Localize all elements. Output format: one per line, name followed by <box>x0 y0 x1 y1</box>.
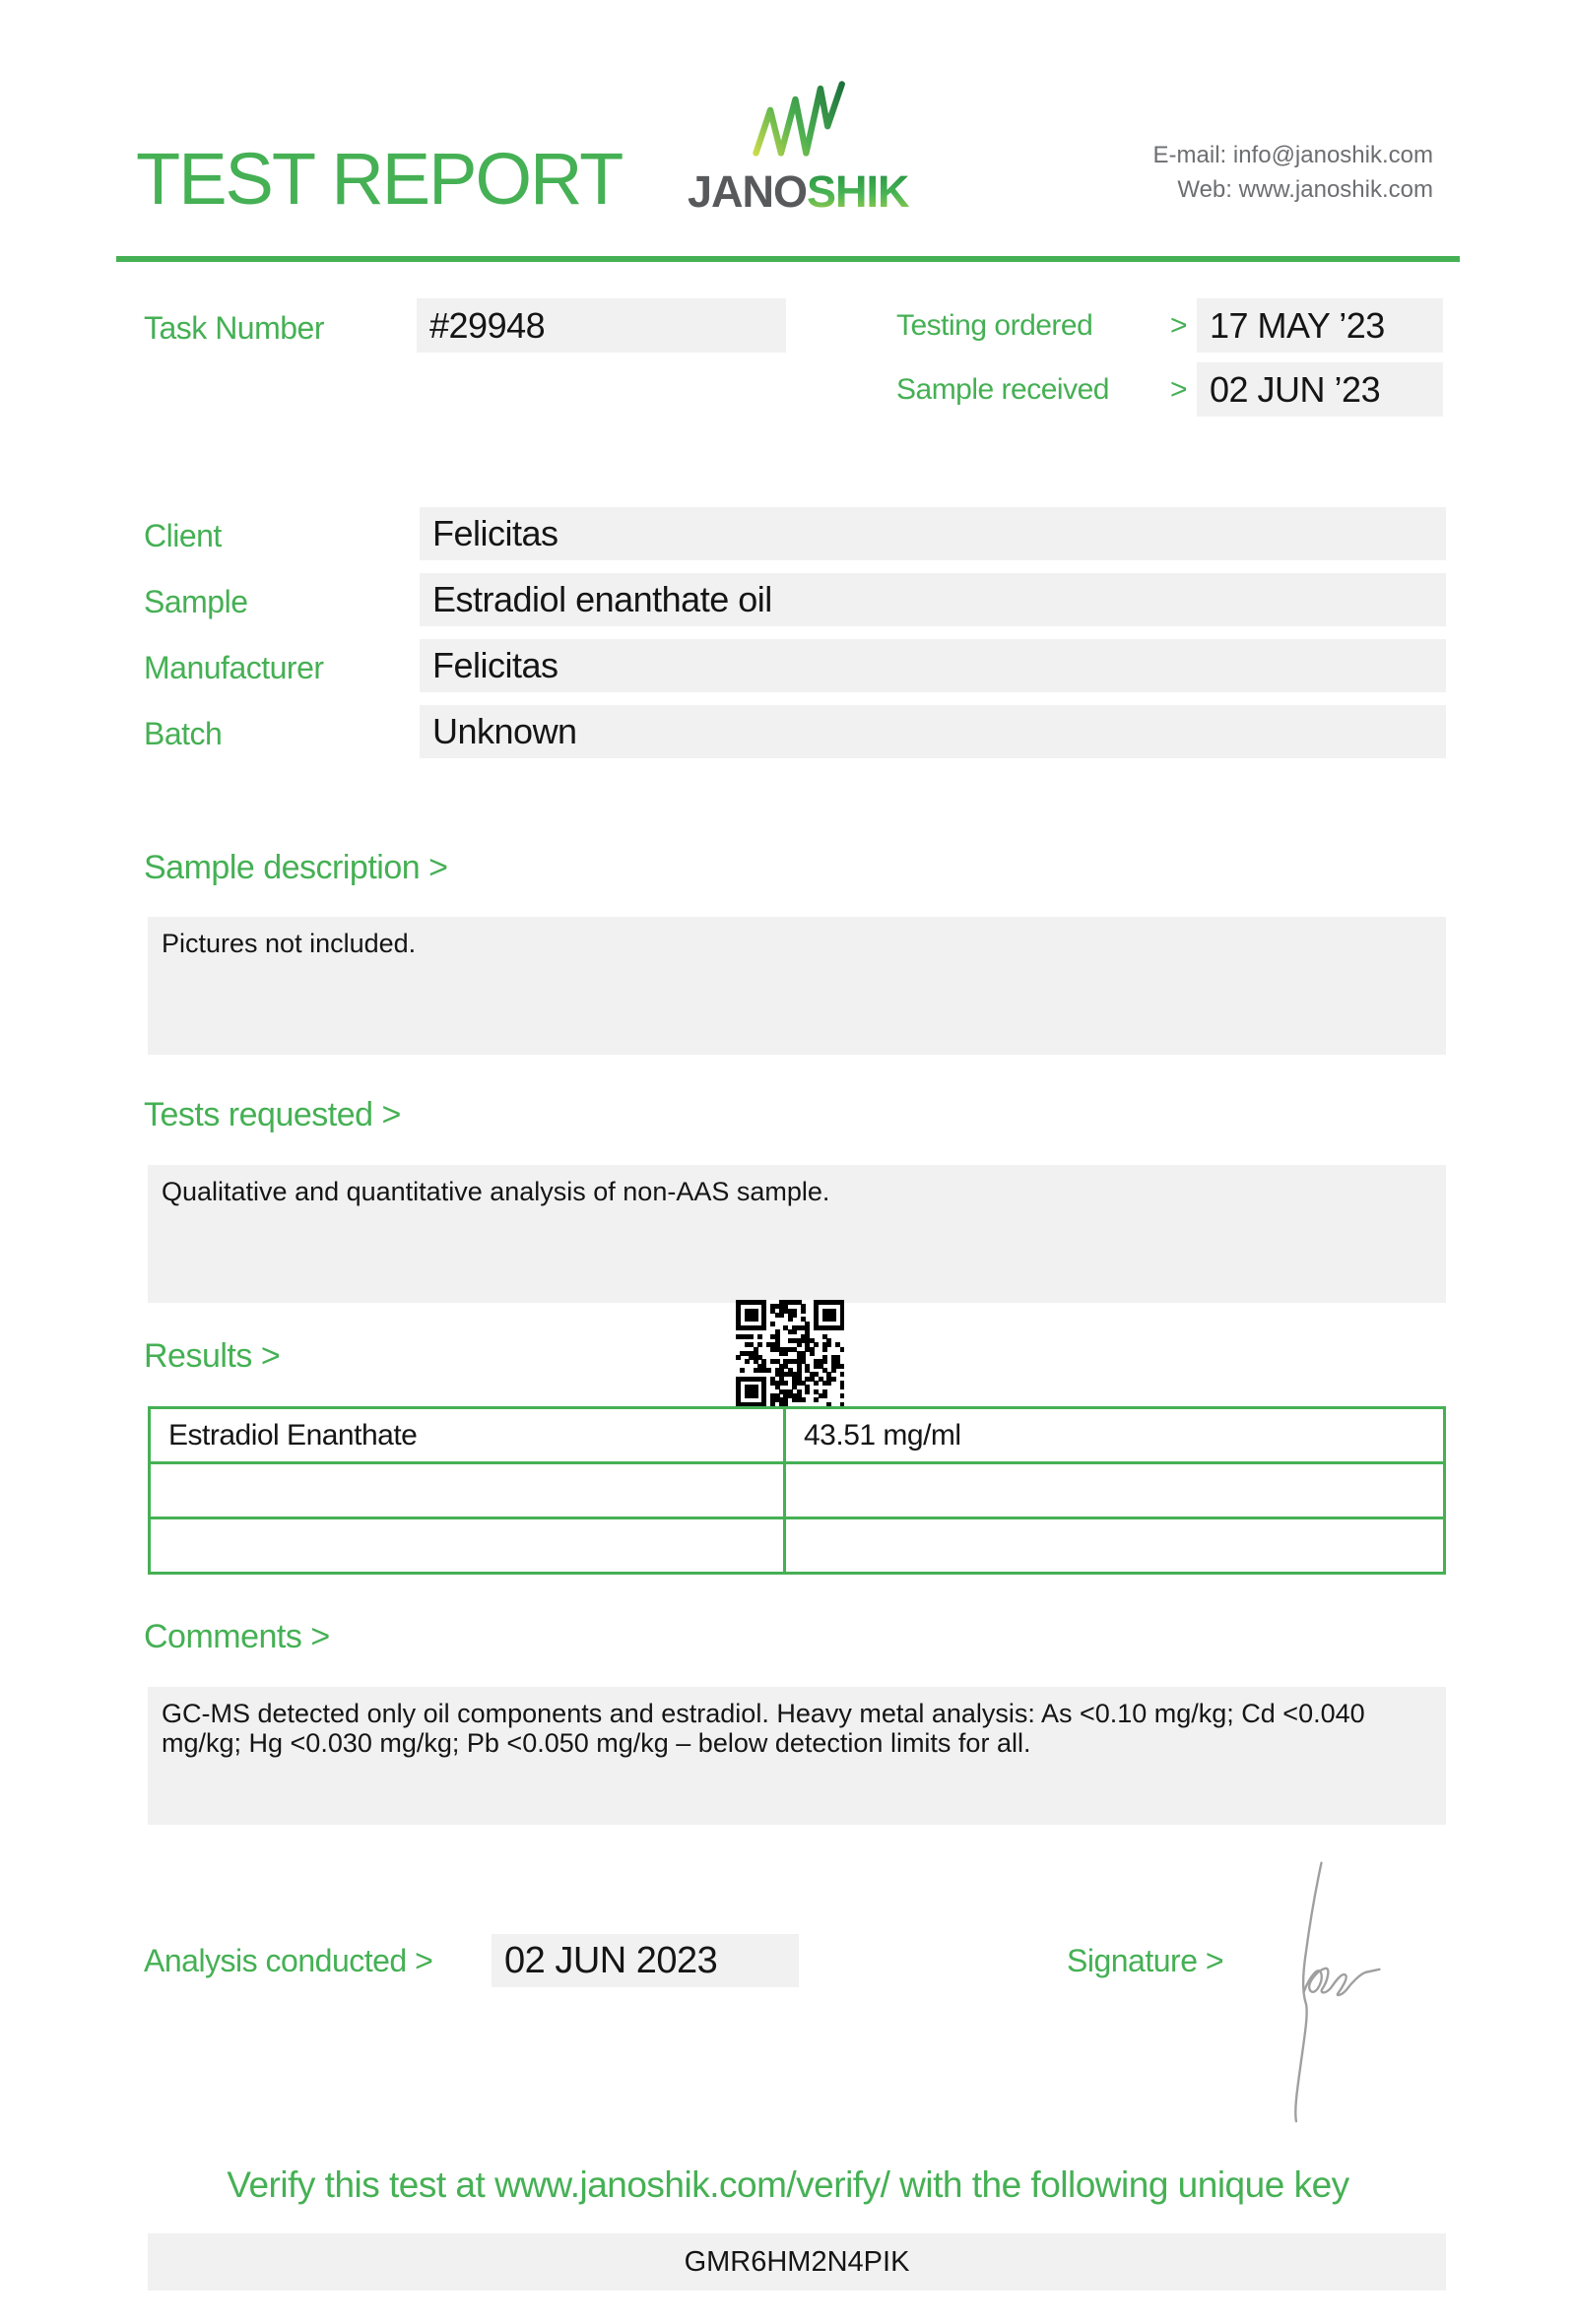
sample-received-text: Sample received <box>896 372 1109 406</box>
manufacturer-value: Felicitas <box>420 639 1446 692</box>
result-substance <box>150 1463 785 1518</box>
batch-label: Batch <box>144 716 223 751</box>
sample-description-text: Pictures not included. <box>162 929 417 958</box>
result-concentration <box>785 1463 1445 1518</box>
signature-scribble <box>1276 1846 1423 2132</box>
analysis-conducted-label: Analysis conducted > <box>144 1942 433 1978</box>
verify-key: GMR6HM2N4PIK <box>148 2233 1446 2291</box>
chevron-right-icon: > <box>1169 308 1187 342</box>
comments-box <box>148 1687 1446 1825</box>
testing-ordered-value: 17 MAY ’23 <box>1197 298 1443 353</box>
comments-text: GC-MS detected only oil components and estradiol. Heavy metal analysis: As <0.10 mg/kg; Cd <0.040 mg/kg; Hg <0.030 mg/kg; Pb <0.050 mg/kg – below detection limits for all. <box>162 1699 1365 1758</box>
result-substance <box>150 1518 785 1574</box>
signature-label: Signature > <box>1067 1942 1224 1978</box>
logo-jano: JANO <box>688 166 808 217</box>
sample-received-label <box>896 362 1187 417</box>
analysis-date-value: 02 JUN 2023 <box>492 1934 799 1987</box>
result-concentration <box>785 1518 1445 1574</box>
results-heading: Results > <box>144 1337 281 1375</box>
chevron-right-icon: > <box>1169 372 1187 406</box>
table-row <box>150 1463 1445 1518</box>
manufacturer-label: Manufacturer <box>144 650 324 685</box>
table-row <box>150 1408 1445 1463</box>
task-number-value: #29948 <box>417 298 786 353</box>
result-substance: Estradiol Enanthate <box>150 1408 785 1463</box>
sample-value: Estradiol enanthate oil <box>420 573 1446 626</box>
batch-value: Unknown <box>420 705 1446 758</box>
testing-ordered-text: Testing ordered <box>896 308 1093 342</box>
client-value: Felicitas <box>420 507 1446 560</box>
comments-heading: Comments > <box>144 1618 330 1655</box>
sample-description-box <box>148 917 1446 1055</box>
result-concentration: 43.51 mg/ml <box>785 1408 1445 1463</box>
qr-code <box>736 1300 844 1406</box>
tests-requested-box <box>148 1165 1446 1303</box>
logo-shik: SHIK <box>807 166 909 217</box>
header-divider <box>116 256 1460 262</box>
task-number-label: Task Number <box>144 310 324 346</box>
logo-wordmark <box>688 166 909 217</box>
table-row <box>150 1518 1445 1574</box>
verify-instruction: Verify this test at www.janoshik.com/verify/ with the following unique key <box>227 2164 1349 2205</box>
page-title: TEST REPORT <box>136 138 623 220</box>
sample-description-heading: Sample description > <box>144 849 448 886</box>
client-label: Client <box>144 518 222 553</box>
contact-email: E-mail: info@janoshik.com <box>1152 142 1433 168</box>
tests-requested-heading: Tests requested > <box>144 1096 401 1133</box>
contact-web: Web: www.janoshik.com <box>1177 176 1433 203</box>
contact-info <box>1153 138 1433 207</box>
trend-chart-icon <box>751 77 849 160</box>
tests-requested-text: Qualitative and quantitative analysis of non-AAS sample. <box>162 1177 830 1206</box>
testing-ordered-label <box>896 298 1187 353</box>
sample-received-value: 02 JUN ’23 <box>1197 362 1443 417</box>
sample-label: Sample <box>144 584 248 619</box>
results-table <box>148 1406 1446 1575</box>
